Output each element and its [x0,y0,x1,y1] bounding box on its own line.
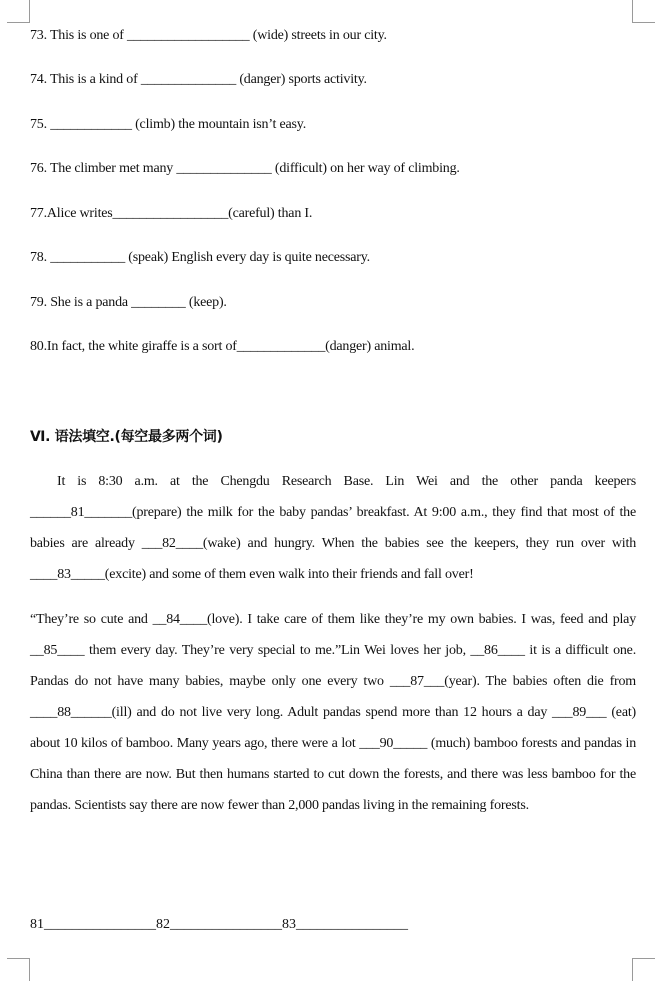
section-heading: Ⅵ. 语法填空.(每空最多两个词) [30,429,223,445]
passage-paragraph-2: “They’re so cute and __84____(love). I take care of them like they’re my own babies. I was, feed and play __85____ them every day. They’re very special to me.”Lin Wei loves her job, __86____ it is a difficult one. Pandas do not have many babies, maybe only one every two ___87___(year). The babies often die from ____88______(ill) and do not live very long. Adult pandas spend more than 12 hours a day ___89___ (eat) about 10 kilos of bamboo. Many years ago, there were a lot ___90_____ (much) bamboo forests and pandas in China than there are now. But then humans started to cut down the forests, and there was less bamboo for the pandas. Scientists say there are now fewer than 2,000 pandas living in the remaining forests. [30,612,636,813]
answer-blanks-line: 81________________82________________83________________ [30,917,408,932]
page-corner-mark-bottom-left [7,958,30,981]
exercise-76: 76. The climber met many ______________ (difficult) on her way of climbing. [30,161,460,176]
exercise-74: 74. This is a kind of ______________ (danger) sports activity. [30,72,367,87]
exercise-78: 78. ___________ (speak) English every day is quite necessary. [30,250,370,265]
exercise-80: 80.In fact, the white giraffe is a sort of_____________(danger) animal. [30,339,415,354]
passage-paragraph-1: It is 8:30 a.m. at the Chengdu Research Base. Lin Wei and the other panda keepers ______81_______(prepare) the milk for the baby pandas’ breakfast. At 9:00 a.m., they find that most of the babies are already ___82____(wake) and hungry. When the babies see the keepers, they run over with ____83_____(excite) and some of them even walk into their friends and fall over! [30,474,636,582]
exercise-73: 73. This is one of __________________ (wide) streets in our city. [30,28,387,43]
exercise-77: 77.Alice writes_________________(careful) than I. [30,206,313,221]
page-corner-mark-bottom-right [632,958,655,981]
page-corner-mark-top-left [7,0,30,23]
exercise-79: 79. She is a panda ________ (keep). [30,295,227,310]
page-corner-mark-top-right [632,0,655,23]
exercise-75: 75. ____________ (climb) the mountain isn’t easy. [30,117,306,132]
